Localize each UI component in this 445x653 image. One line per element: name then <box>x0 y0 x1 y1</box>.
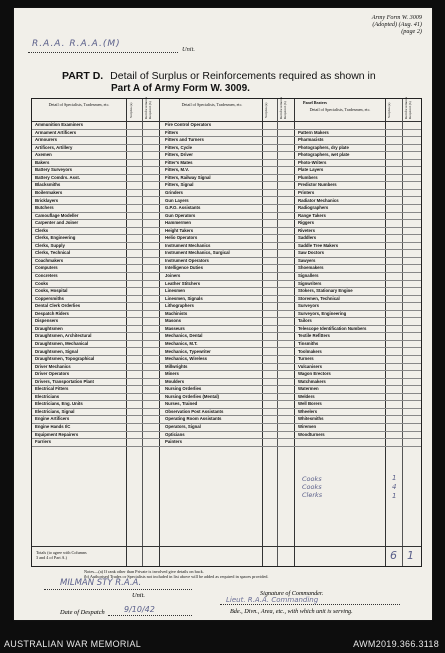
specialist-cell-col1: Clerks, Engineering <box>35 235 76 241</box>
form-id-line3: (page 2) <box>401 28 422 36</box>
archive-id: AWM2019.366.3118 <box>353 639 439 649</box>
specialist-cell-col2: Nurses, Trained <box>165 401 198 407</box>
specialist-cell-col1: Electricians, Eng. Units <box>35 401 83 407</box>
specialist-cell-col2: Helio Operators <box>165 235 198 241</box>
specialist-cell-col1: Draughtsmen, Mechanical <box>35 340 89 346</box>
header-specialist-1: Detail of Specialists, Tradesmen, etc. <box>48 102 110 107</box>
unit-label: Unit. <box>182 46 195 53</box>
specialist-cell-col1: Engine Hands I/C <box>35 424 71 429</box>
specialist-cell-col2: Fitters <box>165 129 179 135</box>
specialist-cell-col3: Riveters <box>298 227 315 233</box>
specialist-cell-col1: Draughtsmen, Signal <box>35 348 78 354</box>
specialist-cell-col1: Concreters <box>35 273 58 278</box>
handwritten-value-2: 4 <box>392 483 397 491</box>
specialist-cell-col2: Joiners <box>165 273 181 278</box>
specialist-cell-col2: Fitters, Cycle <box>165 144 192 150</box>
specialist-cell-col1: Armourers <box>35 137 57 143</box>
signature-handwritten: Lieut. R.A.A. Commanding <box>226 596 319 604</box>
specialist-cell-col1: Boilermakers <box>35 189 63 195</box>
specialist-cell-col1: Electrical Fitters <box>35 386 69 392</box>
form-id-line2: (Adopted) (Aug. 41) <box>372 21 422 29</box>
specialist-cell-col1: Camouflage Modeller <box>35 212 79 218</box>
specialist-cell-col3: Range Takers <box>298 212 326 218</box>
specialist-cell-col3: Sawyers <box>298 257 316 263</box>
totals-label <box>36 550 87 560</box>
specialist-cell-col3: Saw Doctors <box>298 250 325 256</box>
handwritten-entry-2: Cooks <box>302 483 322 491</box>
form-id-line1: Army Form W. 3009 <box>371 14 422 21</box>
date-line <box>108 615 192 616</box>
totals-label-line2: 3 and 4 of Part A.) <box>36 555 67 560</box>
specialist-cell-col3: Vulcanisers <box>298 363 322 369</box>
specialist-cell-col2: Instrument Operators <box>165 257 209 263</box>
specialist-cell-col3: Toolmakers <box>298 348 322 354</box>
specialist-cell-col2: Fitters, M.V. <box>165 167 189 173</box>
header-surplus-3: Surplus (a) <box>387 102 391 118</box>
specialist-cell-col3: Welders <box>298 393 315 399</box>
specialist-cell-col1: Cooks, Hospital <box>35 288 68 294</box>
specialist-cell-col3: Shoemakers <box>298 265 324 271</box>
specialist-cell-col1: Drivers, Transportation Plant <box>35 378 94 384</box>
header-specialist-3: Detail of Specialists, Tradesmen, etc. <box>309 107 371 112</box>
specialist-cell-col2: Masons <box>165 318 181 324</box>
specialist-cell-col1: Engine Artificers <box>35 416 70 422</box>
specialist-cell-col3: Surveyors <box>298 303 320 309</box>
specialist-cell-col1: Bricklayers <box>35 197 59 203</box>
specialist-cell-col3: Textile Refitters <box>298 333 330 339</box>
specialist-cell-col2: Mechanics, Dental <box>165 333 203 339</box>
specialist-cell-col3: Signallers <box>298 273 319 278</box>
specialist-cell-col3: Whitesmiths <box>298 416 324 422</box>
specialist-cell-col2: Lithographers <box>165 303 194 309</box>
specialist-cell-col3: Surveyors, Engineering <box>298 310 347 316</box>
specialist-cell-col2: Height Takers <box>165 227 194 233</box>
specialist-cell-col1: Clerks, Technical <box>35 250 71 256</box>
specialist-cell-col1: Clerks <box>35 227 49 233</box>
specialist-cell-col1: Ammunition Examiners <box>35 122 83 127</box>
specialist-cell-col3: Plate Layers <box>298 167 324 173</box>
specialist-cell-col1: Computers <box>35 265 58 271</box>
specialist-cell-col1: Draughtsmen <box>35 325 63 331</box>
handwritten-entry-1: Cooks <box>302 475 322 483</box>
specialist-cell-col2: Painters <box>165 439 182 445</box>
footer-unit-handwritten: MILMAN STY R.A.A. <box>60 578 142 588</box>
handwritten-value-3: 1 <box>392 492 397 500</box>
handwritten-entry-3: Clerks <box>302 491 323 499</box>
specialist-cell-col3: Radiographers <box>298 205 329 211</box>
specialist-cell-col1: Axemen <box>35 152 52 158</box>
specialist-cell-col2: Gun Operators <box>165 212 196 218</box>
specialist-cell-col3: Well Borers <box>298 401 322 407</box>
unit-dotted-line <box>28 52 178 53</box>
specialist-cell-col3: Printers <box>298 189 315 195</box>
header-reinf-3: Reinforcements Required (b) <box>404 96 412 119</box>
specialist-cell-col2: Intelligence Duties <box>165 265 203 271</box>
specialist-cell-col2: Masseurs <box>165 325 185 331</box>
specialist-cell-col3: Wheelers <box>298 408 318 414</box>
table-header-row <box>32 96 421 122</box>
specialist-cell-col2: Machinists <box>165 310 188 316</box>
specialist-cell-col2: Gun Layers <box>165 197 189 203</box>
footer-unit-line <box>44 589 192 590</box>
specialist-cell-col1: Draughtsmen, Architectural <box>35 333 92 339</box>
specialist-cell-col1: Clerks, Supply <box>35 242 65 248</box>
archive-name: AUSTRALIAN WAR MEMORIAL <box>4 639 142 649</box>
specialist-cell-col2: Leather Stitchers <box>165 280 201 286</box>
specialist-cell-col2: Millwrights <box>165 363 188 369</box>
specialist-cell-col1: Coachmakers <box>35 257 64 263</box>
specialist-cell-col2: Miners <box>165 371 179 377</box>
header-surplus-2: Surplus (a) <box>264 102 268 118</box>
specialist-cell-col3: Saddle Tree Makers <box>298 242 339 248</box>
total-reinf-value: 1 <box>407 549 414 562</box>
header-specialist-2: Detail of Specialists, Tradesmen, etc. <box>181 102 243 107</box>
specialist-cell-col1: Electricians, Signal <box>35 408 75 414</box>
footer-unit-label: Unit. <box>132 592 145 599</box>
specialist-cell-col2: Instrument Mechanics <box>165 242 211 248</box>
specialist-cell-col3: Photographers, dry plate <box>298 144 349 150</box>
specialist-cell-col3: Storemen, Technical <box>298 295 340 301</box>
specialist-cell-col3: Saddlers <box>298 235 317 241</box>
specialist-cell-col1: Carpenter and Joiner <box>35 220 79 226</box>
header-surplus-1: Surplus (a) <box>129 102 133 118</box>
specialist-cell-col1: Dispensers <box>35 318 59 324</box>
specialist-cell-col1: Butchers <box>35 205 54 211</box>
specialist-cell-col2: Fire Control Operators <box>165 122 212 127</box>
specialist-cell-col3: Pharmacists <box>298 137 324 143</box>
specialist-cell-col3: Riggers <box>298 220 314 226</box>
specialist-cell-col2: Nursing Orderlies (Mental) <box>165 393 219 399</box>
specialist-cell-col1: Electricians <box>35 393 60 399</box>
specialist-cell-col2: Operating Room Assistants <box>165 416 222 422</box>
specialist-cell-col3: Tailors <box>298 318 312 324</box>
specialist-cell-col2: Fitters and Turners <box>165 137 204 143</box>
specialist-cell-col1: Farriers <box>35 439 52 445</box>
specialist-cell-col2: Hammermen <box>165 220 192 226</box>
specialist-cell-col2: Instrument Mechanics, Surgical <box>165 250 230 256</box>
specialist-cell-col2: Nursing Orderlies <box>165 386 202 392</box>
notes-line2: (b) Authorised Trades or Specialists not included in list above will be added as required in spaces provided. <box>84 574 269 580</box>
specialist-cell-col3: Watchmakers <box>298 378 326 384</box>
specialist-cell-col2: Opticians <box>165 431 185 437</box>
signature-line <box>220 604 400 605</box>
total-surplus-value: 6 <box>390 549 397 562</box>
specialist-cell-col2: G.P.O. Assistants <box>165 205 201 211</box>
specialist-cell-col3: Tinsmiths <box>298 340 319 346</box>
specialist-cell-col1: Driver Operators <box>35 371 70 377</box>
specialist-cell-col3: Plumbers <box>298 174 318 180</box>
bde-divn-label: Bde., Divn., Area, etc., with which unit is serving. <box>230 608 353 615</box>
specialist-cell-col2: Fitters, Railway Signal <box>165 174 211 180</box>
header-reinf-2: Reinforcements Required (b) <box>279 96 287 119</box>
header-reinf-1: Reinforcements Required (b) <box>144 96 152 119</box>
specialist-cell-col2: Fitters, Signal <box>165 182 194 188</box>
handwritten-value-1: 1 <box>392 474 397 482</box>
specialist-cell-col3: Watermen <box>298 386 319 392</box>
specialist-cell-col2: Linesmen, Signals <box>165 295 203 301</box>
form-sheet <box>14 8 432 620</box>
totals-label-line1: Totals (to agree with Columns <box>36 550 87 555</box>
date-of-despatch-label: Date of Despatch <box>60 609 105 616</box>
specialist-cell-col1: Dental Clerk Orderlies <box>35 303 81 309</box>
title-line2: Part A of Army Form W. 3009. <box>111 83 250 94</box>
specialist-cell-col3: Predictor Numbers <box>298 182 337 188</box>
specialist-cell-col2: Linesmen <box>165 288 186 294</box>
signature-label: Signature of Commander. <box>260 590 324 597</box>
specialist-cell-col3: Telescope Identification Numbers <box>298 325 367 331</box>
specialist-cell-col3: Photo-Writers <box>298 159 327 165</box>
form-identifier <box>372 14 422 36</box>
specialist-cell-col2: Observation Post Assistants <box>165 408 224 414</box>
specialist-cell-col1: Artificers, Artillery <box>35 144 73 150</box>
specialist-cell-col1: Bakers <box>35 159 50 165</box>
specialist-cell-col3: Turners <box>298 356 314 362</box>
table-row <box>32 438 421 447</box>
archive-footer <box>0 622 445 653</box>
totals-row <box>32 546 421 567</box>
specialist-cell-col1: Despatch Riders <box>35 310 69 316</box>
title-line1 <box>62 70 376 82</box>
specialist-cell-col3: Wagon Erectors <box>298 371 331 377</box>
specialist-cell-col1: Cooks <box>35 280 49 286</box>
specialist-cell-col1: Driver Mechanics <box>35 363 71 369</box>
date-of-despatch-handwritten: 9/10/42 <box>124 605 155 614</box>
specialist-cell-col3: Pattern Makers <box>298 129 329 135</box>
specialist-cell-col1: Draughtsmen, Topographical <box>35 356 95 362</box>
specialists-table <box>31 98 422 567</box>
specialist-cell-col3: Photographers, wet plate <box>298 152 350 158</box>
specialist-cell-col1: Battery Comdrs. Asst. <box>35 174 80 180</box>
specialist-cell-col1: Battery Surveyors <box>35 167 73 173</box>
specialist-cell-col2: Mechanics, M.T. <box>165 340 198 346</box>
notes-line1: Notes—(a) If rank other than Private is involved give details on back. <box>84 569 204 574</box>
specialist-cell-col3: Wiremen <box>298 424 317 429</box>
specialist-cell-col3: Stokers, Stationary Engine <box>298 288 353 294</box>
specialist-cell-col1: Armament Artificers <box>35 129 77 135</box>
specialist-cell-col1: Blacksmiths <box>35 182 61 188</box>
specialist-cell-col3: Signwriters <box>298 280 322 286</box>
specialist-cell-col1: Coppersmiths <box>35 295 64 301</box>
specialist-cell-col2: Moulders <box>165 378 185 384</box>
title-part: PART D. <box>62 70 104 82</box>
specialist-cell-col2: Fitters, Driver <box>165 152 193 158</box>
specialist-cell-col3: Woodturners <box>298 431 325 437</box>
specialist-cell-col2: Grinders <box>165 189 183 195</box>
unit-handwritten: R.A.A. R.A.A.(M) <box>32 39 121 49</box>
specialist-cell-col2: Mechanics, Typewriter <box>165 348 211 354</box>
header-panel-beaters: Panel Beaters <box>303 100 327 105</box>
title-line1-rest: Detail of Surplus or Reinforcements required as shown in <box>110 70 376 82</box>
specialist-cell-col1: Equipment Repairers <box>35 431 79 437</box>
specialist-cell-col2: Fitter's Mates <box>165 159 193 165</box>
specialist-cell-col2: Mechanics, Wireless <box>165 356 207 362</box>
specialist-cell-col2: Operators, Signal <box>165 424 201 429</box>
specialist-cell-col3: Radiator Mechanics <box>298 197 339 203</box>
